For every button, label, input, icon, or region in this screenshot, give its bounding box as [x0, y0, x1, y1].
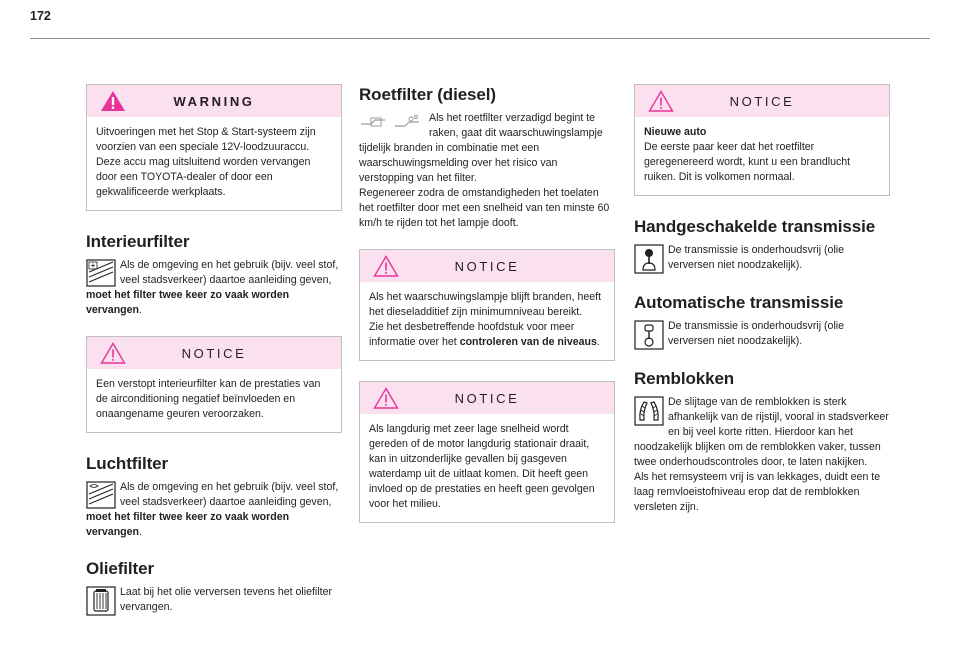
luchtfilter-paragraph	[86, 480, 342, 540]
column-2	[359, 84, 615, 543]
luchtfilter-bold: moet het filter twee keer zo vaak worden vervangen	[86, 511, 290, 538]
cabin-filter-icon	[86, 259, 116, 287]
notice-box-3-header	[360, 382, 614, 414]
warning-box	[86, 84, 342, 211]
oliefilter-text: Laat bij het olie verversen tevens het oliefilter vervangen.	[120, 586, 332, 613]
notice-4-title: NOTICE	[729, 93, 795, 109]
interieurfilter-text: Als de omgeving en het gebruik (bijv. veel stof, veel stadsverkeer) daartoe aanleiding geven,	[120, 259, 339, 286]
notice-2-end: .	[596, 336, 600, 348]
warning-title: WARNING	[173, 93, 255, 109]
heading-interieurfilter: Interieurfilter	[86, 232, 190, 251]
section-automatische-transmissie	[634, 292, 890, 350]
notice-3-text: Als langdurig met zeer lage snelheid wordt gereden of de motor langdurig stationair draait, kan in uitzonderlijke gevallen bij gasgeven waterdamp uit de uitlaat komen. Dit heeft geen invloed op de prestaties en heeft geen gevolgen voor het milieu.	[369, 423, 595, 510]
notice-4-text: De eerste paar keer dat het roetfilter geregenereerd wordt, kunt u een brandlucht ruiken. Dit is volkomen normaal.	[644, 141, 851, 183]
warning-body	[87, 117, 341, 210]
notice-1-text: Een verstopt interieurfilter kan de prestaties van de airconditioning negatief beïnvloeden en onaangename geuren veroorzaken.	[96, 378, 321, 420]
manual-gearbox-icon	[634, 244, 664, 274]
notice-1-body	[87, 369, 341, 432]
notice-box-3	[359, 381, 615, 523]
warning-triangle-icon	[100, 90, 126, 112]
notice-2-body	[360, 282, 614, 360]
oil-filter-icon	[86, 586, 116, 616]
interieurfilter-paragraph	[86, 258, 342, 318]
column-1	[86, 84, 342, 634]
section-remblokken	[634, 368, 890, 515]
handgeschakelde-paragraph	[634, 243, 890, 274]
automatische-text: De transmissie is onderhoudsvrij (olie verversen niet noodzakelijk).	[668, 320, 845, 347]
notice-triangle-icon	[100, 342, 126, 364]
roetfilter-paragraph	[359, 111, 615, 231]
notice-4-bold: Nieuwe auto	[644, 126, 707, 138]
luchtfilter-end: .	[139, 526, 142, 538]
notice-2-text-1: Als het waarschuwingslampje blijft branden, heeft het dieseladditief zijn minimumniveau bereikt.	[369, 291, 602, 318]
column-3	[634, 84, 890, 533]
heading-oliefilter: Oliefilter	[86, 559, 154, 578]
header-divider	[30, 38, 930, 39]
notice-box-4	[634, 84, 890, 196]
notice-2-title: NOTICE	[454, 258, 520, 274]
roetfilter-text-1: Als het roetfilter verzadigd begint te raken, gaat dit waarschuwingslampje tijdelijk branden in combinatie met een waarschuwingsmelding over het risico van verstopping van het filter.	[359, 112, 603, 184]
notice-box-1-header	[87, 337, 341, 369]
particle-filter-warning-icon	[359, 112, 421, 132]
notice-box-2-header	[360, 250, 614, 282]
notice-triangle-icon	[648, 90, 674, 112]
automatische-paragraph	[634, 319, 890, 350]
notice-box-4-header	[635, 85, 889, 117]
remblokken-text-2: Als het remsysteem vrij is van lekkages, duidt een te laag remvloeistofniveau erop dat de remblokken versleten zijn.	[634, 471, 881, 513]
automatic-gearbox-icon	[634, 320, 664, 350]
remblokken-paragraph	[634, 395, 890, 515]
interieurfilter-bold: moet het filter twee keer zo vaak worden vervangen	[86, 289, 290, 316]
notice-3-title: NOTICE	[454, 390, 520, 406]
notice-2-text-2: Zie het desbetreffende hoofdstuk voor meer informatie over het	[369, 321, 575, 348]
notice-box-2	[359, 249, 615, 361]
heading-luchtfilter: Luchtfilter	[86, 454, 169, 473]
brake-pads-icon	[634, 396, 664, 426]
heading-roetfilter: Roetfilter (diesel)	[359, 85, 496, 104]
luchtfilter-text: Als de omgeving en het gebruik (bijv. veel stof, veel stadsverkeer) daartoe aanleiding geven,	[120, 481, 339, 508]
air-filter-icon	[86, 481, 116, 509]
heading-remblokken: Remblokken	[634, 369, 735, 388]
heading-automatische-transmissie: Automatische transmissie	[634, 293, 844, 312]
notice-1-title: NOTICE	[181, 345, 247, 361]
roetfilter-text-2: Regenereer zodra de omstandigheden het toelaten het roetfilter door met een snelheid van ten minste 60 km/h te rijden tot het lampje dooft.	[359, 187, 610, 229]
notice-box-1	[86, 336, 342, 433]
heading-handgeschakelde-transmissie: Handgeschakelde transmissie	[634, 217, 876, 236]
notice-3-body	[360, 414, 614, 522]
oliefilter-paragraph	[86, 585, 342, 616]
notice-2-bold: controleren van de niveaus	[459, 336, 597, 348]
section-luchtfilter	[86, 453, 342, 540]
remblokken-text-1: De slijtage van de remblokken is sterk afhankelijk van de rijstijl, vooral in stadsverkeer en bij veel korte ritten. Hierdoor kan het noodzakelijk blijken om de remblokken vaker, tussen twee onderhoudscontroles door, te laten nakijken.	[634, 396, 889, 468]
section-roetfilter	[359, 84, 615, 231]
interieurfilter-end: .	[139, 304, 142, 316]
warning-text: Uitvoeringen met het Stop & Start-systeem zijn voorzien van een speciale 12V-loodzuuraccu. Deze accu mag uitsluitend worden vervangen door een TOYOTA-dealer of door een gekwalificeerde werkplaats.	[96, 126, 316, 198]
notice-triangle-icon	[373, 255, 399, 277]
section-handgeschakelde-transmissie	[634, 216, 890, 274]
page-number: 172	[30, 9, 51, 23]
notice-4-body	[635, 117, 889, 195]
warning-box-header	[87, 85, 341, 117]
handgeschakelde-text: De transmissie is onderhoudsvrij (olie verversen niet noodzakelijk).	[668, 244, 845, 271]
notice-triangle-icon	[373, 387, 399, 409]
section-interieurfilter	[86, 231, 342, 318]
section-oliefilter	[86, 558, 342, 616]
